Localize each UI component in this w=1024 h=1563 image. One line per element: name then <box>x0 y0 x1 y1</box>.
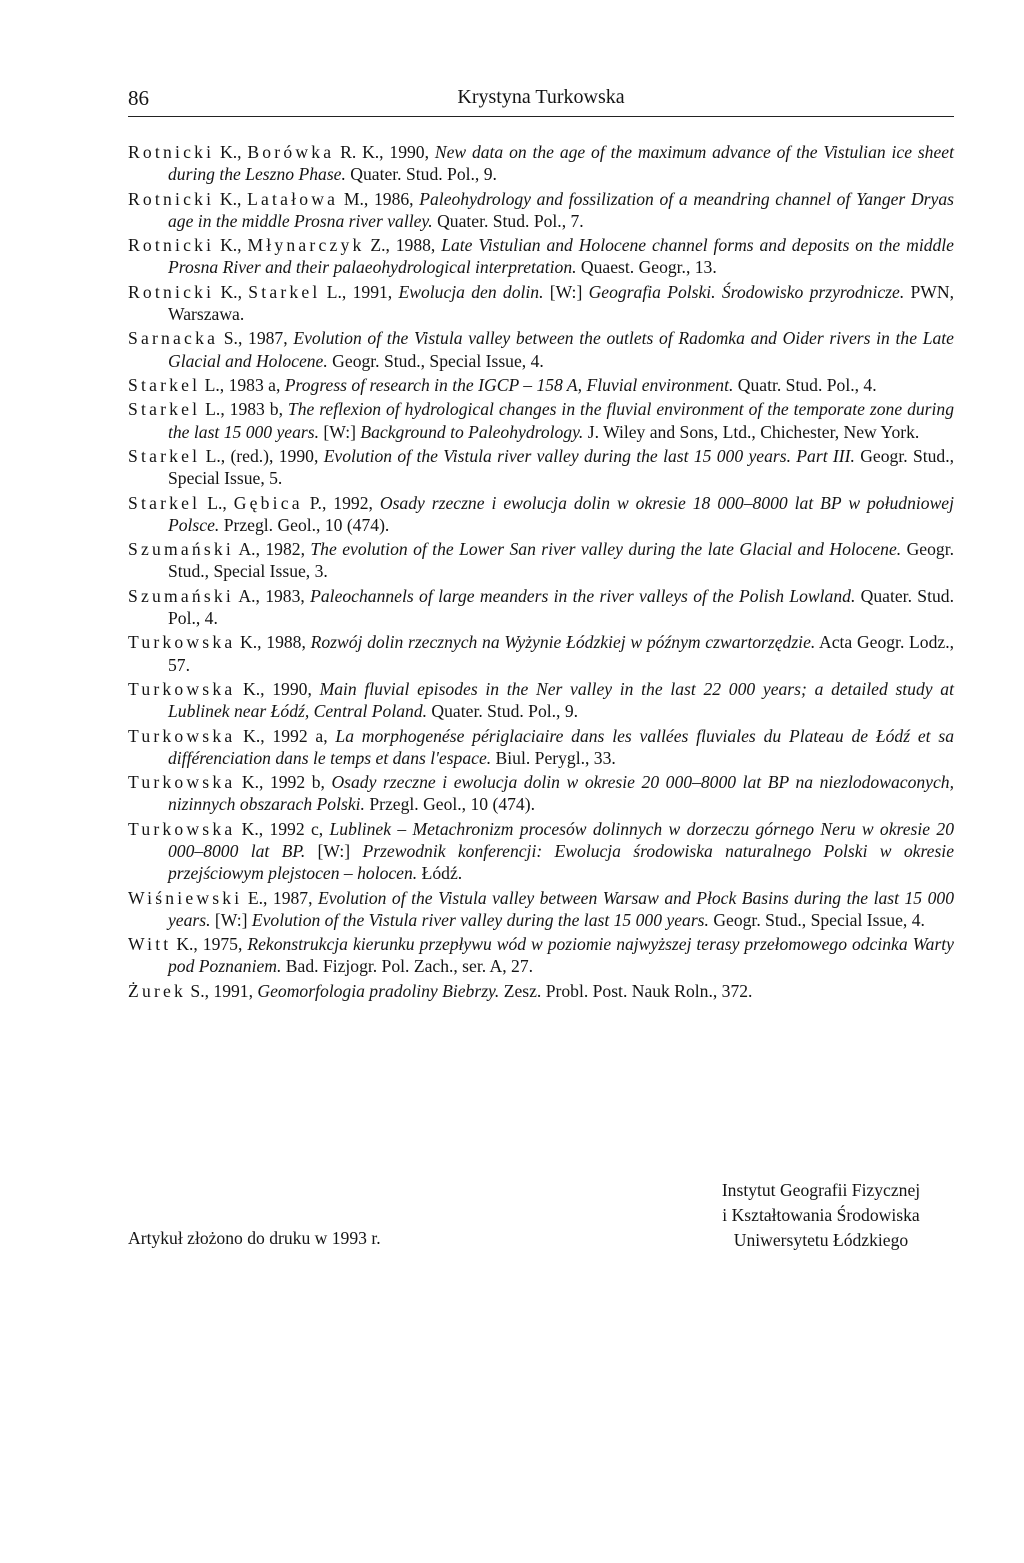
reference-title: Rekonstrukcja kierunku przepływu wód w poziomie najwyższej terasy przełomowego odcinka Warty pod Poznaniem. <box>168 934 954 977</box>
reference-source: Quaest. Geogr., 13. <box>576 257 717 278</box>
reference-entry <box>128 445 954 489</box>
reference-coauthor-initials: P., 1992, <box>302 492 380 513</box>
reference-title: The evolution of the Lower San river valley during the late Glacial and Holocene. <box>310 539 902 560</box>
reference-entry <box>128 234 954 278</box>
reference-entry <box>128 887 954 931</box>
reference-coauthor-initials: L., 1991, <box>320 281 399 302</box>
reference-coauthor-initials: R. K., 1990, <box>334 142 435 162</box>
reference-title: Paleochannels of large meanders in the river valleys of the Polish Lowland. <box>310 585 856 606</box>
reference-author: Sarnacka <box>128 328 219 349</box>
reference-entry <box>128 585 954 629</box>
reference-entry <box>128 631 954 675</box>
reference-source: [W:] <box>319 421 361 442</box>
reference-author: Starkel <box>128 492 201 513</box>
reference-coauthor: Starkel <box>248 281 321 302</box>
running-head: Krystyna Turkowska <box>457 86 625 108</box>
reference-author-initials: L., 1983 b, <box>200 399 288 420</box>
reference-entry <box>128 327 954 371</box>
reference-coauthor-initials: M., 1986, <box>338 188 420 209</box>
reference-source: Acta Geogr. Lodz., 57. <box>168 632 954 675</box>
reference-source: [W:] <box>543 281 589 302</box>
reference-source: Zesz. Probl. Post. Nauk Roln., 372. <box>499 980 753 1001</box>
reference-author: Starkel <box>128 399 201 420</box>
reference-author: Turkowska <box>128 818 236 839</box>
reference-title: Paleohydrology and fossilization of a meandring channel of Yanger Dryas age in the middle Prosna river valley. <box>168 188 954 231</box>
reference-title: Late Vistulian and Holocene channel forms and deposits on the middle Prosna River and their palaeohydrological interpretation. <box>168 235 954 278</box>
reference-coauthor: Młynarczyk <box>247 235 365 256</box>
reference-source: Geogr. Stud., Special Issue, 5. <box>168 445 955 489</box>
reference-author: Turkowska <box>128 725 236 746</box>
reference-source: Quater. Stud. Pol., 9. <box>427 701 579 722</box>
reference-author-initials: K., 1992 b, <box>235 772 332 793</box>
reference-author: Rotnicki <box>128 188 215 209</box>
reference-title: Evolution of the Vistula valley between Warsaw and Płock Basins during the last 15 000 years. <box>168 887 954 930</box>
reference-title: Osady rzeczne i ewolucja dolin w okresie 20 000–8000 lat BP na niezlodowaconych, nizinnych obszarach Polski. <box>168 772 954 815</box>
reference-source: Geogr. Stud., Special Issue, 4. <box>708 909 925 930</box>
reference-author: Witt <box>128 934 172 955</box>
reference-source: Quater. Stud. Pol., 4. <box>168 585 954 628</box>
reference-author: Rotnicki <box>128 142 215 162</box>
reference-author: Starkel <box>128 445 201 466</box>
affiliation-line: Instytut Geografii Fizycznej <box>721 1180 921 1200</box>
affiliation-line: i Kształtowania Środowiska <box>722 1205 920 1225</box>
reference-list <box>128 141 954 1004</box>
reference-entry <box>128 818 954 885</box>
reference-title: Ewolucja den dolin. <box>398 281 544 302</box>
reference-source: Geogr. Stud., Special Issue, 4. <box>327 350 544 371</box>
reference-title: Rozwój dolin rzecznych na Wyżynie Łódzkiej w późnym czwartorzędzie. <box>310 632 816 653</box>
reference-coauthor: Latałowa <box>247 188 339 209</box>
submission-note: Artykuł złożono do druku w 1993 r. <box>128 1228 381 1248</box>
reference-source: [W:] <box>305 840 363 861</box>
reference-source: Biul. Perygl., 33. <box>491 747 616 768</box>
reference-author: Rotnicki <box>128 281 215 302</box>
reference-source: [W:] <box>210 909 252 930</box>
reference-entry <box>128 980 954 1002</box>
reference-author: Szumański <box>128 585 235 606</box>
reference-author: Rotnicki <box>128 235 215 256</box>
reference-entry <box>128 678 954 722</box>
reference-entry <box>128 933 954 977</box>
reference-title: Evolution of the Vistula valley between the outlets of Radomka and Oider rivers in the Late Glacial and Holocene. <box>168 328 954 371</box>
author-affiliation <box>690 1178 952 1253</box>
reference-author-initials: K., <box>214 281 249 302</box>
reference-title: Osady rzeczne i ewolucja dolin w okresie 18 000–8000 lat BP w południowej Polsce. <box>168 492 955 535</box>
reference-title: Przewodnik konferencji: Ewolucja środowiska naturalnego Polski w okresie przejściowym plejstocen – holocen. <box>168 840 954 884</box>
reference-title: Geografia Polski. Środowisko przyrodnicze. <box>588 281 905 302</box>
reference-author: Starkel <box>128 374 201 395</box>
reference-author: Żurek <box>128 980 187 1001</box>
reference-author-initials: L., <box>200 492 234 513</box>
reference-source: Bad. Fizjogr. Pol. Zach., ser. A, 27. <box>281 956 534 977</box>
reference-author-initials: A., 1983, <box>234 585 311 606</box>
page-number: 86 <box>128 86 149 110</box>
reference-title: Evolution of the Vistula river valley during the last 15 000 years. <box>251 909 709 930</box>
reference-author-initials: L., (red.), 1990, <box>200 445 324 466</box>
reference-title: Geomorfologia pradoliny Biebrzy. <box>257 980 500 1001</box>
reference-source: Quatr. Stud. Pol., 4. <box>733 374 877 395</box>
reference-author-initials: S., 1987, <box>218 328 294 349</box>
reference-entry <box>128 398 954 442</box>
reference-source: Przegl. Geol., 10 (474). <box>219 514 390 535</box>
reference-source: Geogr. Stud., Special Issue, 3. <box>168 539 954 582</box>
reference-author-initials: K., 1990, <box>235 678 320 699</box>
reference-author-initials: K., <box>214 235 248 256</box>
reference-source: Quater. Stud. Pol., 9. <box>345 164 497 185</box>
reference-title: Progress of research in the IGCP – 158 A, Fluvial environment. <box>284 374 734 395</box>
reference-coauthor: Borówka <box>247 142 335 162</box>
reference-source: Przegl. Geol., 10 (474). <box>364 794 535 815</box>
reference-title: Background to Paleohydrology. <box>360 421 584 442</box>
reference-author-initials: E., 1987, <box>242 887 318 908</box>
reference-author-initials: K., 1988, <box>235 632 311 653</box>
reference-source: J. Wiley and Sons, Ltd., Chichester, New York. <box>583 421 920 442</box>
reference-source: Quater. Stud. Pol., 7. <box>432 210 584 231</box>
reference-title: Evolution of the Vistula river valley during the last 15 000 years. Part III. <box>323 445 855 466</box>
reference-entry <box>128 281 954 325</box>
reference-author: Szumański <box>128 539 235 560</box>
reference-coauthor: Gębica <box>233 492 303 513</box>
reference-title: New data on the age of the maximum advance of the Vistulian ice sheet during the Leszno Phase. <box>168 142 954 185</box>
reference-source: Łódź. <box>417 863 463 884</box>
reference-entry <box>128 141 954 185</box>
reference-entry <box>128 771 954 815</box>
reference-author-initials: L., 1983 a, <box>200 374 285 395</box>
reference-author: Turkowska <box>128 632 236 653</box>
reference-author-initials: K., 1975, <box>171 934 248 955</box>
page-header <box>128 84 954 117</box>
reference-author-initials: K., 1992 a, <box>235 725 336 746</box>
reference-author-initials: S., 1991, <box>186 980 258 1001</box>
reference-coauthor-initials: Z., 1988, <box>364 235 442 256</box>
reference-entry <box>128 538 954 582</box>
reference-author-initials: K., <box>214 142 248 162</box>
reference-entry <box>128 725 954 769</box>
reference-entry <box>128 492 954 536</box>
reference-author-initials: K., 1992 c, <box>235 818 330 839</box>
reference-title: La morphogenése périglaciaire dans les vallées fluviales du Plateau de Łódź et sa différenciation dans le temps et dans l'espace. <box>168 725 954 768</box>
reference-entry <box>128 374 954 396</box>
reference-author-initials: K., <box>214 188 248 209</box>
reference-entry <box>128 188 954 232</box>
reference-title: Lublinek – Metachronizm procesów dolinnych w dorzeczu górnego Neru w okresie 20 000–8000 lat BP. <box>168 818 954 861</box>
reference-title: The reflexion of hydrological changes in the fluvial environment of the temporate zone during the last 15 000 years. <box>168 399 954 442</box>
reference-author-initials: A., 1982, <box>234 539 311 560</box>
reference-source: PWN, Warszawa. <box>168 281 954 324</box>
affiliation-line: Uniwersytetu Łódzkiego <box>733 1230 909 1250</box>
reference-author: Turkowska <box>128 678 236 699</box>
reference-author: Turkowska <box>128 772 236 793</box>
reference-title: Main fluvial episodes in the Ner valley in the last 22 000 years; a detailed study at Lublinek near Łódź, Central Poland. <box>168 678 954 722</box>
reference-author: Wiśniewski <box>128 887 243 908</box>
